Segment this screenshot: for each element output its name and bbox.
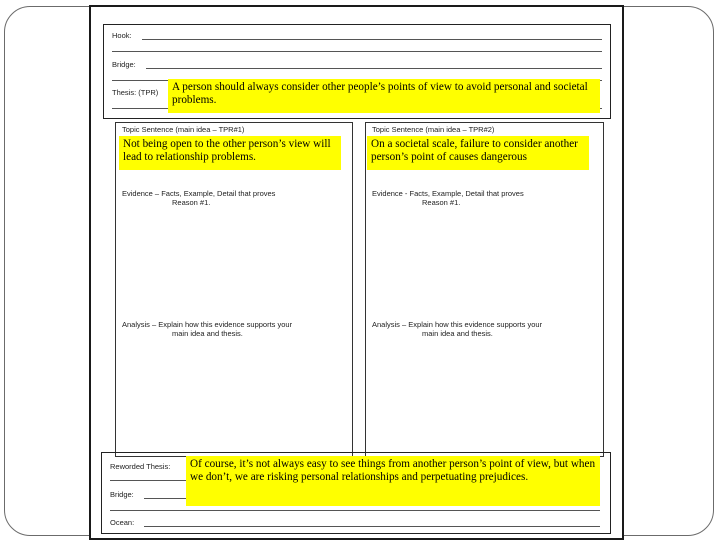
topic-sentence-2-note: On a societal scale, failure to consider another person’s point of causes dangerous bbox=[367, 136, 589, 170]
evidence-2-label: Evidence - Facts, Example, Detail that proves bbox=[372, 189, 524, 198]
conclusion-note: Of course, it’s not always easy to see things from another person’s point of view, but when we don’t, we are risking personal relationships and perpetuating prejudices. bbox=[186, 456, 600, 506]
reworded-thesis-label: Reworded Thesis: bbox=[110, 462, 171, 471]
hook-line-1 bbox=[142, 39, 602, 40]
conclusion-bridge-label: Bridge: bbox=[110, 490, 134, 499]
topic-sentence-1-note: Not being open to the other person’s view will lead to relationship problems. bbox=[119, 136, 341, 170]
conclusion-line-3 bbox=[110, 510, 600, 511]
evidence-1-label-line2: Reason #1. bbox=[172, 198, 211, 207]
analysis-1-label-line2: main idea and thesis. bbox=[172, 329, 243, 338]
topic-sentence-2-label: Topic Sentence (main idea – TPR#2) bbox=[372, 125, 495, 134]
thesis-label: Thesis: (TPR) bbox=[112, 88, 159, 97]
analysis-1-label: Analysis – Explain how this evidence supports your bbox=[122, 320, 293, 329]
reworded-thesis-line bbox=[110, 480, 190, 481]
hook-line-2 bbox=[112, 51, 602, 52]
analysis-2-label: Analysis – Explain how this evidence supports your bbox=[372, 320, 543, 329]
topic-sentence-1-label: Topic Sentence (main idea – TPR#1) bbox=[122, 125, 245, 134]
thesis-note: A person should always consider other people’s points of view to avoid personal and societal problems. bbox=[168, 79, 600, 113]
body-paragraph-2-box bbox=[365, 122, 604, 457]
evidence-2-label-line2: Reason #1. bbox=[422, 198, 461, 207]
hook-label: Hook: bbox=[112, 31, 132, 40]
evidence-1-label: Evidence – Facts, Example, Detail that proves bbox=[122, 189, 276, 198]
ocean-label: Ocean: bbox=[110, 518, 135, 527]
ocean-line bbox=[144, 526, 600, 527]
intro-bridge-line-1 bbox=[146, 68, 602, 69]
analysis-2-label-line2: main idea and thesis. bbox=[422, 329, 493, 338]
body-paragraph-1-box bbox=[115, 122, 353, 457]
intro-bridge-label: Bridge: bbox=[112, 60, 136, 69]
